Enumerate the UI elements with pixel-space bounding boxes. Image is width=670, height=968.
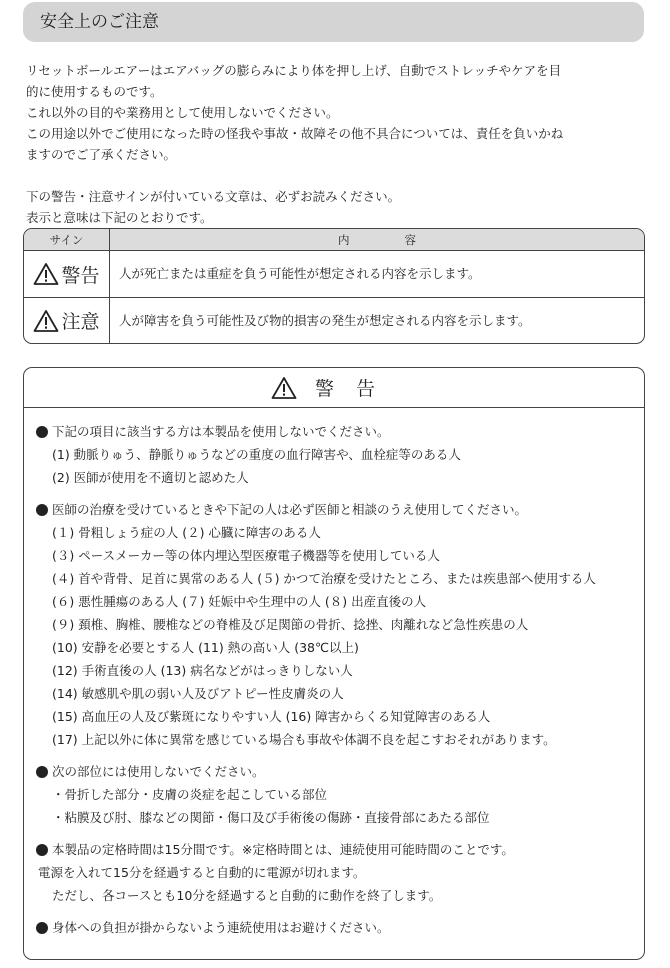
warning-subitem: (14) 敏感肌や肌の弱い人及びアトピー性皮膚炎の人 — [52, 686, 344, 701]
warning-item — [36, 838, 644, 907]
intro-line: この用途以外でご使用になった時の怪我や事故・故障その他不具合については、責任を負いかね — [26, 126, 564, 141]
section-title-text: 安全上のご注意 — [40, 12, 159, 32]
sign-meaning-table — [23, 228, 645, 344]
sign-description: 人が死亡または重症を負う可能性が想定される内容を示します。 — [119, 266, 481, 281]
sign-label: 注意 — [61, 311, 100, 333]
header-sign: サイン — [24, 229, 110, 250]
bullet-icon — [36, 922, 48, 934]
intro-line: リセットボールエアーはエアバッグの膨らみにより体を押し上げ、自動でストレッチやケアを目 — [26, 63, 562, 78]
warning-body — [24, 408, 644, 939]
warning-title-text: 警告 — [314, 378, 397, 400]
warning-box — [23, 367, 645, 960]
sign-label: 警告 — [61, 264, 100, 287]
warning-item — [36, 916, 644, 939]
warning-lead: 身体への負担が掛からないよう連続使用はお避けください。 — [52, 920, 390, 935]
intro-line: これ以外の目的や業務用として使用しないでください。 — [26, 105, 339, 120]
warning-subitem: (３) ペースメーカー等の体内埋込型医療電子機器等を使用している人 — [52, 548, 440, 563]
warning-triangle-icon — [33, 262, 59, 286]
warning-subitem: ・骨折した部分・皮膚の炎症を起こしている部位 — [52, 787, 328, 802]
table-header — [24, 229, 644, 251]
warning-item — [36, 420, 644, 489]
warning-continuation: 電源を入れて15分を経過すると自動的に電源が切れます。 — [38, 865, 366, 880]
bullet-icon — [36, 504, 48, 516]
table-row-warning — [24, 251, 644, 297]
warning-continuation: ただし、各コースとも10分を経過すると自動的に動作を終了します。 — [52, 888, 442, 903]
notice-line: 下の警告・注意サインが付いている文章は、必ずお読みください。 — [26, 189, 401, 204]
section-title — [23, 2, 644, 42]
warning-item — [36, 760, 644, 829]
warning-subitem: (10) 安静を必要とする人 (11) 熱の高い人 (38℃以上) — [52, 640, 359, 655]
warning-subitem: (1) 動脈りゅう、静脈りゅうなどの重度の血行障害や、血栓症等のある人 — [52, 447, 461, 462]
warning-lead: 次の部位には使用しないでください。 — [52, 764, 265, 779]
spacer — [26, 165, 646, 186]
warning-subitem: (2) 医師が使用を不適切と認めた人 — [52, 470, 249, 485]
warning-title — [24, 368, 644, 408]
warning-subitem: ・粘膜及び肘、膝などの関節・傷口及び手術後の傷跡・直接骨部にあたる部位 — [52, 810, 490, 825]
warning-subitem: (12) 手術直後の人 (13) 病名などがはっきりしない人 — [52, 663, 353, 678]
table-row-caution — [24, 297, 644, 343]
warning-subitem: (15) 高血圧の人及び紫斑になりやすい人 (16) 障害からくる知覚障害のある人 — [52, 709, 491, 724]
bullet-icon — [36, 426, 48, 438]
intro-line: ますのでご了承ください。 — [26, 147, 177, 162]
intro-text — [26, 60, 646, 228]
bullet-icon — [36, 844, 48, 856]
sign-description: 人が障害を負う可能性及び物的損害の発生が想定される内容を示します。 — [119, 313, 531, 328]
warning-lead: 医師の治療を受けているときや下記の人は必ず医師と相談のうえ使用してください。 — [52, 502, 528, 517]
warning-subitem: (１) 骨粗しょう症の人 (２) 心臓に障害のある人 — [52, 525, 321, 540]
caution-triangle-icon — [33, 309, 59, 333]
warning-lead: 本製品の定格時間は15分間です。※定格時間とは、連続使用可能時間のことです。 — [52, 842, 514, 857]
warning-subitem: (17) 上記以外に体に異常を感じている場合も事故や体調不良を起こすおそれがあります。 — [52, 732, 556, 747]
bullet-icon — [36, 766, 48, 778]
warning-subitem: (６) 悪性腫瘍のある人 (７) 妊娠中や生理中の人 (８) 出産直後の人 — [52, 594, 427, 609]
header-content: 内容 — [338, 233, 471, 247]
sign-cell — [24, 298, 110, 343]
warning-item — [36, 498, 644, 751]
sign-cell — [24, 251, 110, 297]
warning-subitem: (４) 首や背骨、足首に異常のある人 (５) かつて治療を受けたところ、または疾患部へ使用する人 — [52, 571, 596, 586]
warning-triangle-icon — [271, 376, 297, 400]
warning-subitem: (９) 頚椎、胸椎、腰椎などの脊椎及び足関節の骨折、捻挫、肉離れなど急性疾患の人 — [52, 617, 529, 632]
notice-line: 表示と意味は下記のとおりです。 — [26, 210, 213, 225]
intro-line: 的に使用するものです。 — [26, 84, 163, 99]
warning-lead: 下記の項目に該当する方は本製品を使用しないでください。 — [52, 424, 390, 439]
